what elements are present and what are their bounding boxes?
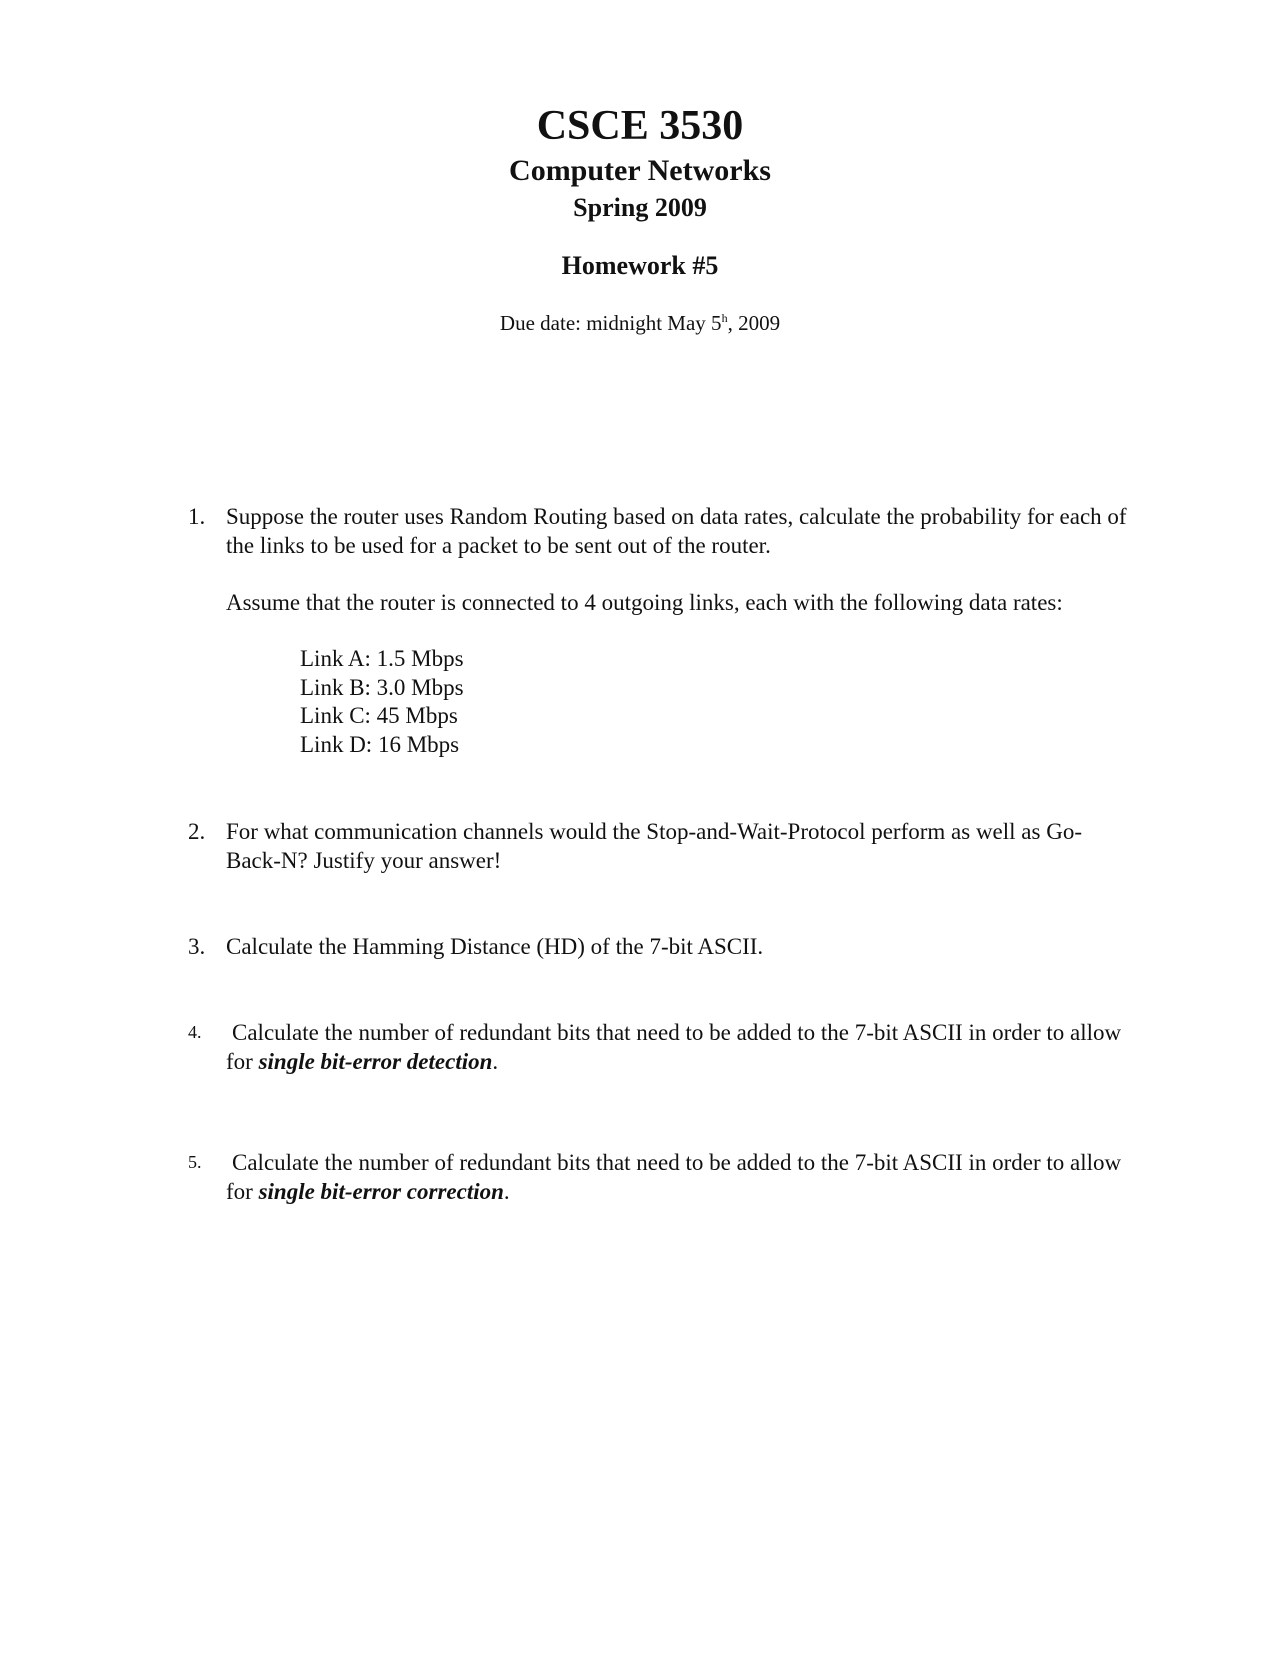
question-text: Suppose the router uses Random Routing based on data rates, calculate the probability for each of the links to be used for a packet to be sent out of the router.	[226, 504, 1127, 558]
question-text: Calculate the Hamming Distance (HD) of the 7-bit ASCII.	[226, 934, 764, 959]
list-item: Link B: 3.0 Mbps	[300, 674, 464, 700]
question-text: For what communication channels would the Stop-and-Wait-Protocol perform as well as Go-Back-N? Justify your answer!	[226, 819, 1082, 873]
semester: Spring 2009	[573, 193, 707, 222]
question-number: 5.	[188, 1152, 202, 1172]
question-text-prefix: Calculate the number of redundant bits that need to be added to the 7-bit ASCII in order to allow for	[226, 1020, 1122, 1074]
course-name: Computer Networks	[509, 154, 771, 187]
question-text-suffix: .	[492, 1049, 499, 1074]
due-date-suffix: , 2009	[727, 311, 781, 335]
question-emphasis: single bit-error detection	[258, 1049, 493, 1074]
due-date	[0, 311, 1280, 336]
question-text	[226, 1018, 1128, 1076]
question-number: 4.	[188, 1022, 202, 1042]
question-1-assumption: Assume that the router is connected to 4 outgoing links, each with the following data rates:	[226, 590, 1063, 615]
question-1	[188, 502, 1128, 560]
question-text-prefix: Calculate the number of redundant bits that need to be added to the 7-bit ASCII in order to allow for	[226, 1150, 1122, 1204]
question-text-suffix: .	[503, 1179, 510, 1204]
question-2	[188, 817, 1128, 875]
assignment-title: Homework #5	[561, 251, 719, 280]
question-number: 2.	[188, 819, 206, 844]
question-emphasis: single bit-error correction	[258, 1179, 504, 1204]
course-code: CSCE 3530	[536, 103, 744, 149]
list-item: Link C: 45 Mbps	[300, 703, 458, 728]
question-4	[188, 1018, 1128, 1076]
question-text	[226, 1148, 1128, 1206]
due-date-prefix: Due date: midnight May 5	[499, 311, 722, 335]
due-date-superscript: h	[721, 311, 728, 325]
list-item: Link A: 1.5 Mbps	[300, 646, 464, 671]
question-3	[188, 932, 1128, 961]
link-rate-list	[300, 645, 464, 759]
question-number: 3.	[188, 934, 206, 959]
list-item: Link D: 16 Mbps	[300, 731, 460, 757]
question-5	[188, 1148, 1128, 1206]
question-number: 1.	[188, 504, 206, 529]
